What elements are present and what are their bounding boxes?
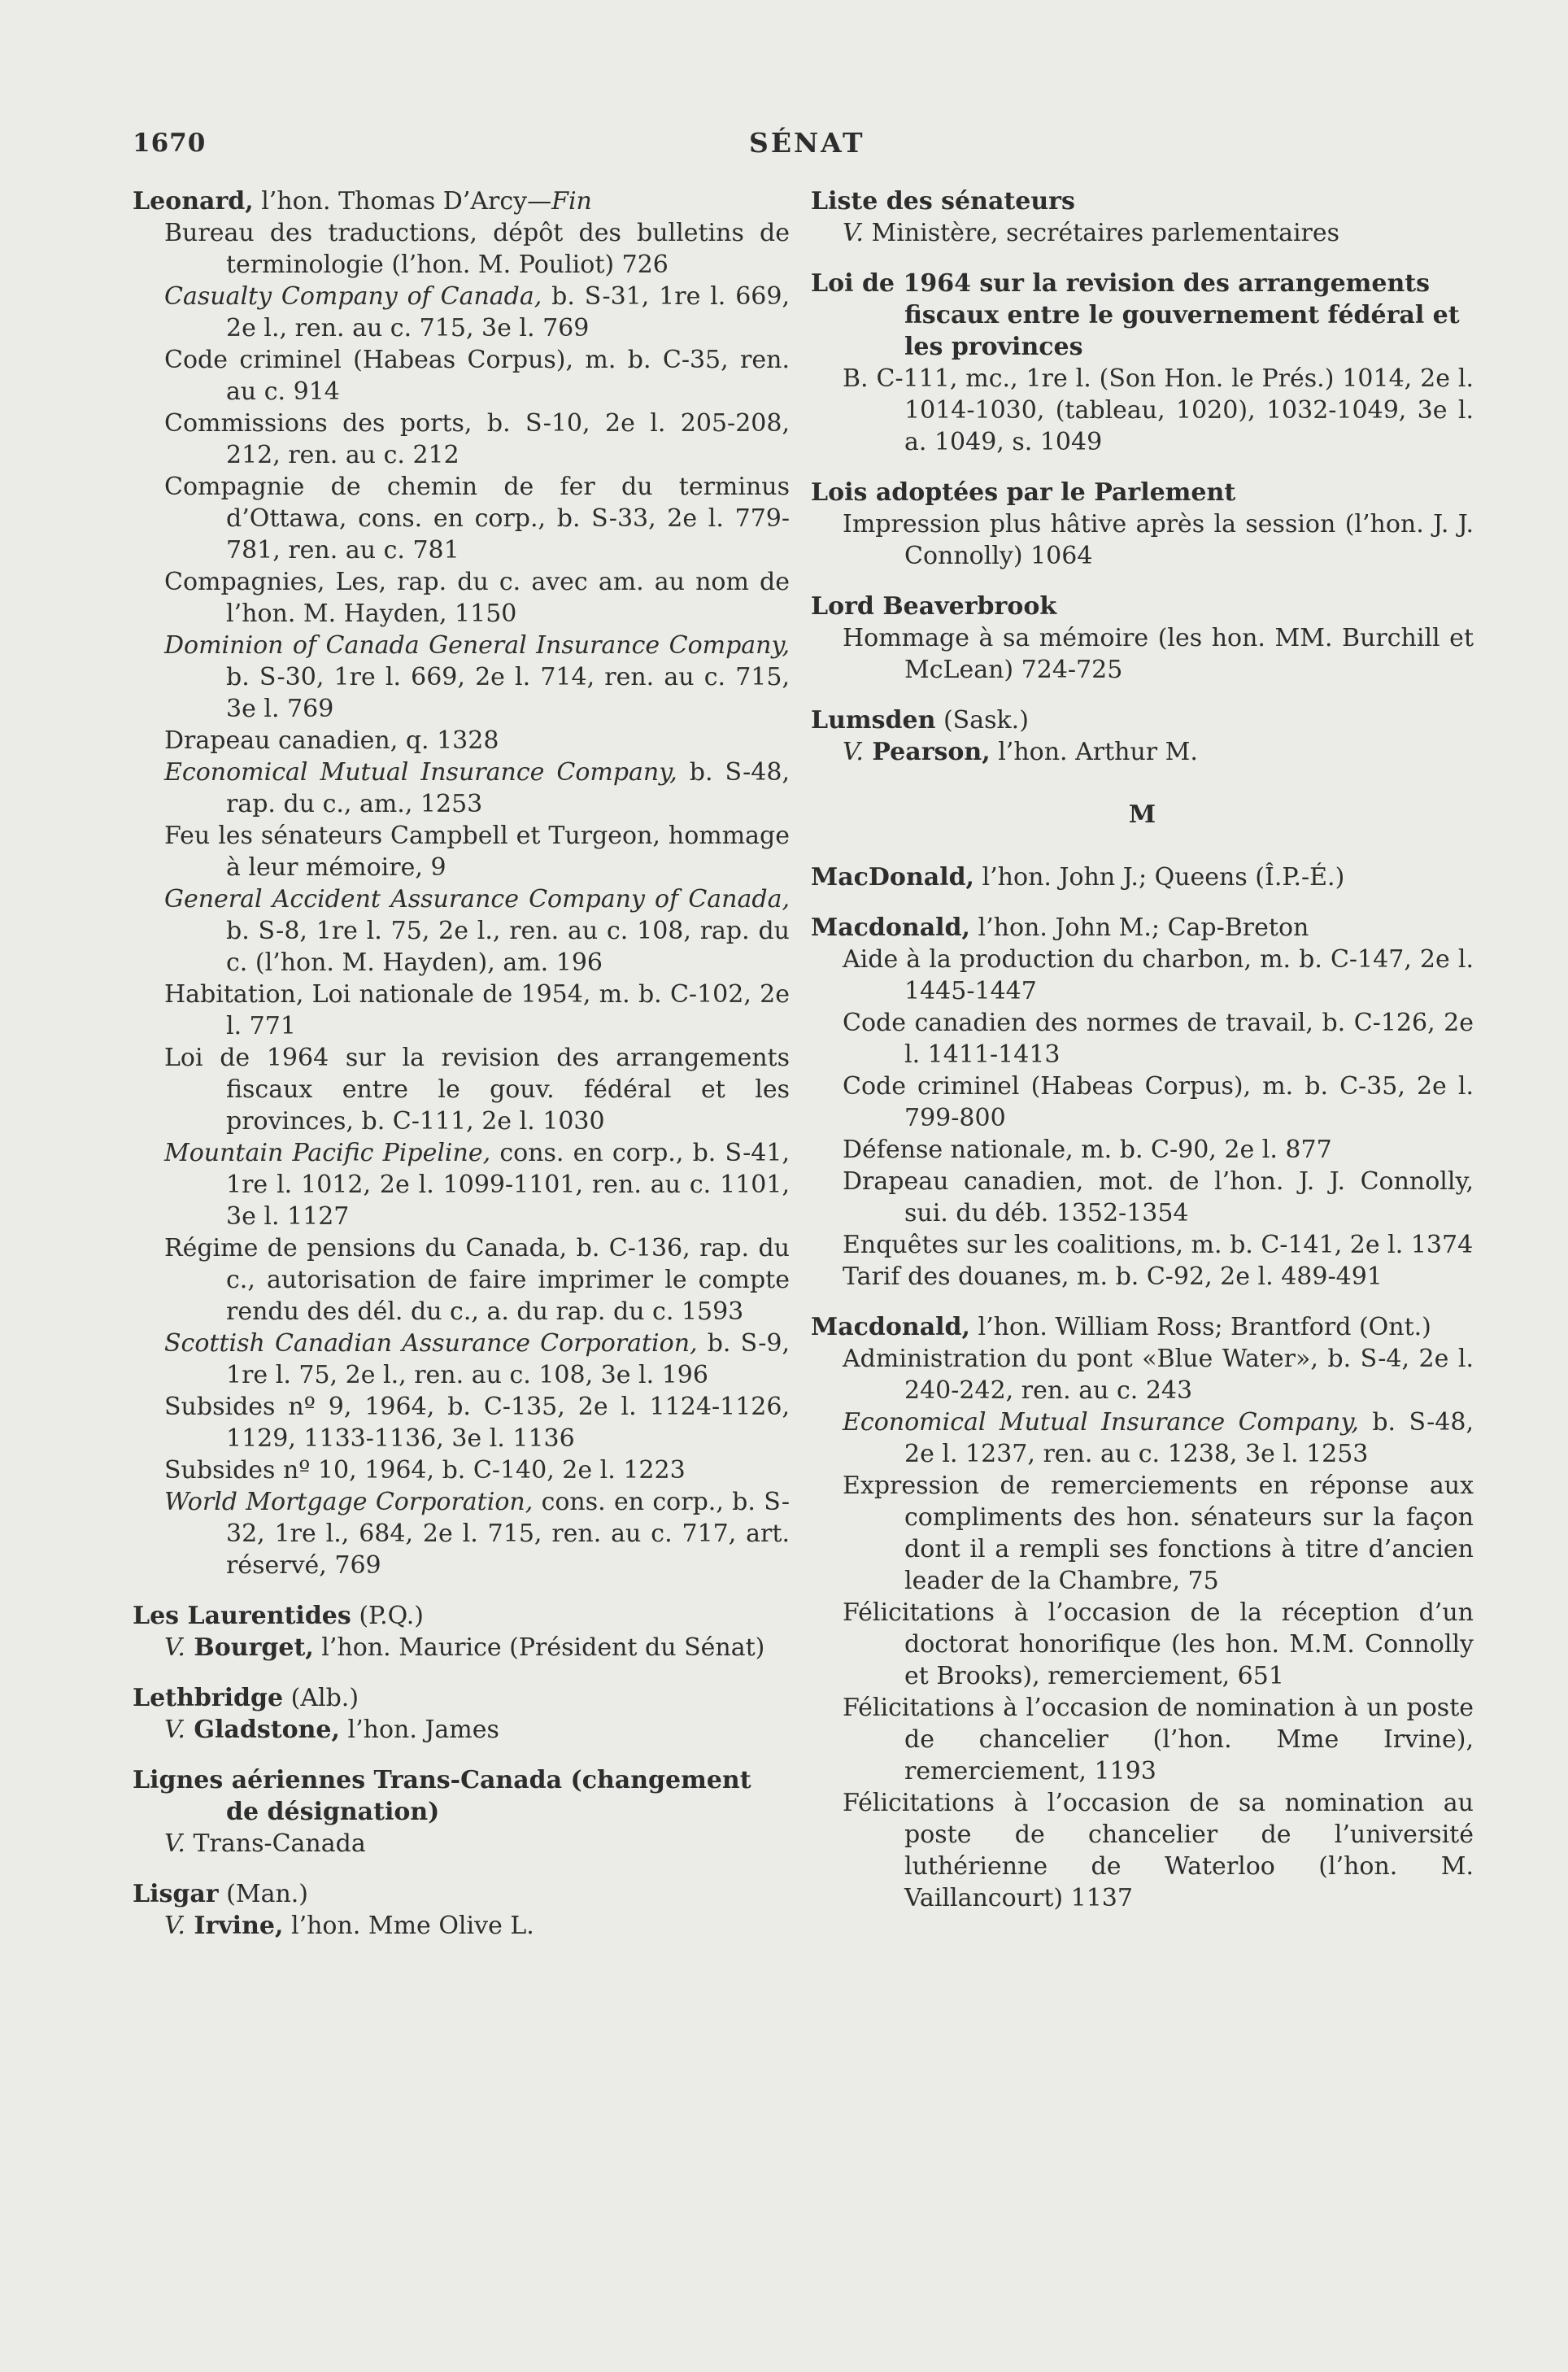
subentry-text: Code canadien des normes de travail, b. C-126, 2e l. 1411-1413	[843, 1009, 1474, 1069]
entry-heading-label: Leonard,	[133, 187, 254, 216]
subentry-text: Expression de remerciements en réponse aux compliments des hon. sénateurs sur la façon dont il a rempli ses fonctions à titre d’ancien leader de la Chambre, 75	[843, 1472, 1474, 1595]
entry-heading-label: Macdonald,	[811, 913, 970, 942]
subentry-bold: Irvine,	[185, 1912, 284, 1940]
subentry-italic: V.	[164, 1633, 185, 1662]
subentry-bold: Pearson,	[863, 738, 991, 766]
subentry	[133, 1042, 790, 1137]
entry-heading-label: Lethbridge	[133, 1684, 284, 1712]
subentry-italic: V.	[164, 1716, 185, 1744]
subentry	[811, 1597, 1474, 1692]
entry-heading	[133, 1682, 790, 1714]
entry-heading	[133, 1764, 790, 1828]
subentry-italic: V.	[843, 219, 864, 247]
subentry	[811, 944, 1474, 1007]
subentry	[133, 566, 790, 630]
entry-heading	[133, 185, 790, 217]
subentry	[811, 1166, 1474, 1229]
subentry-text: Code criminel (Habeas Corpus), m. b. C-35, ren. au c. 914	[164, 346, 790, 406]
subentry-italic: General Accident Assurance Company of Canada,	[164, 885, 790, 913]
subentry	[133, 471, 790, 566]
subentry-text: b. S-31, 1re l. 669, 2e l., ren. au c. 715, 3e l. 769	[226, 282, 790, 342]
subentry-text: cons. en corp., b. S-32, 1re l., 684, 2e l. 715, ren. au c. 717, art. réservé, 769	[226, 1488, 790, 1580]
subentry-text: b. S-48, 2e l. 1237, ren. au c. 1238, 3e l. 1253	[904, 1408, 1474, 1468]
subentry	[133, 281, 790, 344]
entry-heading-label: Loi de 1964 sur la revision des arrangements fiscaux entre le gouvernement fédéral et les provinces	[811, 269, 1460, 361]
entry-heading-label: Macdonald,	[811, 1313, 970, 1341]
index-entry	[811, 268, 1474, 458]
entry-heading-detail: l’hon. Thomas D’Arcy—	[253, 187, 552, 216]
subentry-text: Loi de 1964 sur la revision des arrangements fiscaux entre le gouv. fédéral et les provinces, b. C-111, 2e l. 1030	[164, 1044, 790, 1136]
subentry-text: b. S-9, 1re l. 75, 2e l., ren. au c. 108, 3e l. 196	[226, 1329, 790, 1389]
subentry-text: l’hon. Maurice (Président du Sénat)	[313, 1633, 765, 1662]
subentry-italic: Dominion of Canada General Insurance Company,	[164, 631, 790, 660]
subentry-italic: World Mortgage Corporation,	[164, 1488, 534, 1516]
subentry-text: Trans-Canada	[185, 1829, 366, 1858]
subentry-text: Enquêtes sur les coalitions, m. b. C-141, 2e l. 1374	[843, 1231, 1474, 1259]
index-entry	[811, 861, 1474, 893]
index-entry	[133, 1600, 790, 1663]
subentry	[811, 1261, 1474, 1293]
subentry-text: l’hon. Arthur M.	[990, 738, 1198, 766]
entry-heading-label: Lumsden	[811, 706, 936, 735]
page-number: 1670	[133, 129, 207, 158]
subentry	[811, 1007, 1474, 1070]
subentry	[133, 1910, 790, 1942]
entry-heading	[811, 185, 1474, 217]
subentry-text: Félicitations à l’occasion de la réception d’un doctorat honorifique (les hon. M.M. Connolly et Brooks), remerciement, 651	[843, 1598, 1474, 1690]
subentry-text: Habitation, Loi nationale de 1954, m. b. C-102, 2e l. 771	[164, 980, 790, 1040]
subentry	[811, 1343, 1474, 1406]
entry-heading	[811, 268, 1474, 363]
subentry-text: cons. en corp., b. S-41, 1re l. 1012, 2e l. 1099-1101, ren. au c. 1101, 3e l. 1127	[226, 1139, 791, 1231]
subentry	[133, 820, 790, 883]
subentry	[133, 630, 790, 725]
index-entry	[811, 912, 1474, 1293]
subentry-text: l’hon. Mme Olive L.	[283, 1912, 534, 1940]
index-entry	[811, 704, 1474, 768]
subentry	[133, 1232, 790, 1328]
entry-heading-detail: (Man.)	[218, 1880, 309, 1908]
entry-heading-label: Liste des sénateurs	[811, 187, 1075, 216]
subentry-italic: Scottish Canadian Assurance Corporation,	[164, 1329, 698, 1358]
subentry	[811, 363, 1474, 458]
subentry	[133, 217, 790, 281]
subentry	[133, 1486, 790, 1581]
subentry	[133, 1454, 790, 1486]
subentry-text: Tarif des douanes, m. b. C-92, 2e l. 489-491	[843, 1262, 1383, 1291]
subentry-text: B. C-111, mc., 1re l. (Son Hon. le Prés.) 1014, 2e l. 1014-1030, (tableau, 1020), 1032-1049, 3e l. a. 1049, s. 1049	[843, 364, 1474, 456]
index-entry	[133, 185, 790, 1581]
subentry	[133, 1328, 790, 1391]
index-entry	[133, 1682, 790, 1746]
subentry-italic: V.	[164, 1829, 185, 1858]
entry-heading	[811, 477, 1474, 508]
subentry-text: Code criminel (Habeas Corpus), m. b. C-35, 2e l. 799-800	[843, 1072, 1474, 1132]
subentry-italic: V.	[843, 738, 864, 766]
subentry	[811, 1070, 1474, 1134]
subentry	[811, 1470, 1474, 1597]
subentry-text: b. S-8, 1re l. 75, 2e l., ren. au c. 108, rap. du c. (l’hon. M. Hayden), am. 196	[226, 917, 790, 977]
subentry-italic: Economical Mutual Insurance Company,	[164, 758, 677, 787]
subentry-text: b. S-48, rap. du c., am., 1253	[226, 758, 790, 818]
entry-heading	[133, 1600, 790, 1632]
subentry-italic: Economical Mutual Insurance Company,	[843, 1408, 1359, 1437]
subentry-italic: V.	[164, 1912, 185, 1940]
entry-heading-detail: (Alb.)	[283, 1684, 359, 1712]
entry-heading-label: Lois adoptées par le Parlement	[811, 478, 1236, 507]
entry-heading-detail: (P.Q.)	[351, 1602, 425, 1630]
subentry-text: Compagnie de chemin de fer du terminus d’Ottawa, cons. en corp., b. S-33, 2e l. 779-781, ren. au c. 781	[164, 473, 790, 565]
entry-heading-italic: Fin	[551, 187, 592, 216]
subentry-text: Défense nationale, m. b. C-90, 2e l. 877	[843, 1136, 1332, 1164]
subentry	[811, 1787, 1474, 1914]
subentry-text: Régime de pensions du Canada, b. C-136, rap. du c., autorisation de faire imprimer le compte rendu des dél. du c., a. du rap. du c. 1593	[164, 1234, 790, 1326]
subentry	[133, 725, 790, 757]
subentry-text: Bureau des traductions, dépôt des bulletins de terminologie (l’hon. M. Pouliot) 726	[164, 219, 790, 279]
subentry-text: Drapeau canadien, mot. de l’hon. J. J. Connolly, sui. du déb. 1352-1354	[843, 1167, 1474, 1227]
subentry-text: Impression plus hâtive après la session (l’hon. J. J. Connolly) 1064	[843, 510, 1474, 570]
subentry-text: Subsides nº 10, 1964, b. C-140, 2e l. 1223	[164, 1456, 686, 1485]
subentry-text: b. S-30, 1re l. 669, 2e l. 714, ren. au c. 715, 3e l. 769	[226, 663, 790, 723]
entry-heading	[811, 591, 1474, 622]
entry-heading-label: Lignes aériennes Trans-Canada (changement de désignation)	[133, 1766, 751, 1826]
subentry	[133, 344, 790, 408]
left-column	[133, 185, 790, 1960]
subentry	[811, 508, 1474, 572]
entry-heading-detail: l’hon. John J.; Queens (Î.P.-É.)	[974, 863, 1345, 892]
subentry-text: Administration du pont «Blue Water», b. S-4, 2e l. 240-242, ren. au c. 243	[843, 1345, 1474, 1405]
subentry-text: Drapeau canadien, q. 1328	[164, 726, 499, 755]
index-entry	[133, 1764, 790, 1860]
subentry	[811, 1229, 1474, 1261]
subentry	[133, 1391, 790, 1454]
subentry	[811, 217, 1474, 249]
entry-heading-detail: (Sask.)	[935, 706, 1029, 735]
entry-heading	[133, 1878, 790, 1910]
subentry-text: Compagnies, Les, rap. du c. avec am. au nom de l’hon. M. Hayden, 1150	[164, 568, 790, 628]
subentry-text: l’hon. James	[339, 1716, 499, 1744]
subentry-text: Félicitations à l’occasion de sa nomination au poste de chancelier de l’université luthérienne de Waterloo (l’hon. M. Vaillancourt) 1137	[843, 1789, 1474, 1912]
subentry-text: Feu les sénateurs Campbell et Turgeon, hommage à leur mémoire, 9	[164, 822, 790, 882]
subentry	[133, 1714, 790, 1746]
subentry	[133, 1632, 790, 1663]
subentry	[811, 736, 1474, 768]
subentry	[133, 1137, 790, 1232]
entry-heading	[811, 912, 1474, 944]
subentry-text: Subsides nº 9, 1964, b. C-135, 2e l. 1124-1126, 1129, 1133-1136, 3e l. 1136	[164, 1393, 790, 1453]
subentry-text: Commissions des ports, b. S-10, 2e l. 205-208, 212, ren. au c. 212	[164, 409, 790, 469]
entry-heading-detail: l’hon. William Ross; Brantford (Ont.)	[969, 1313, 1431, 1341]
subentry	[811, 1692, 1474, 1787]
subentry-bold: Bourget,	[185, 1633, 314, 1662]
entry-heading	[811, 861, 1474, 893]
subentry	[133, 1828, 790, 1860]
subentry	[133, 408, 790, 471]
entry-heading-label: Lisgar	[133, 1880, 219, 1908]
subentry-text: Félicitations à l’occasion de nomination à un poste de chancelier (l’hon. Mme Irvine), remerciement, 1193	[843, 1694, 1474, 1786]
index-entry	[811, 591, 1474, 686]
entry-heading-label: Les Laurentides	[133, 1602, 351, 1630]
right-column	[811, 185, 1474, 1933]
entry-heading-label: Lord Beaverbrook	[811, 592, 1057, 621]
subentry	[133, 757, 790, 820]
entry-heading-label: MacDonald,	[811, 863, 975, 892]
subentry-italic: Casualty Company of Canada,	[164, 282, 542, 311]
entry-heading	[811, 1311, 1474, 1343]
subentry	[811, 1406, 1474, 1470]
index-entry	[133, 1878, 790, 1942]
index-entry	[811, 477, 1474, 572]
subentry	[133, 883, 790, 979]
subentry-text: Aide à la production du charbon, m. b. C-147, 2e l. 1445-1447	[843, 945, 1474, 1005]
index-entry	[811, 1311, 1474, 1914]
running-head: SÉNAT	[749, 127, 865, 159]
section-letter: M	[1128, 800, 1156, 829]
subentry	[811, 1134, 1474, 1166]
subentry	[811, 622, 1474, 686]
subentry-text: Ministère, secrétaires parlementaires	[863, 219, 1340, 247]
entry-heading-detail: l’hon. John M.; Cap-Breton	[969, 913, 1309, 942]
subentry-text: Hommage à sa mémoire (les hon. MM. Burchill et McLean) 724-725	[843, 624, 1474, 684]
subentry-italic: Mountain Pacific Pipeline,	[164, 1139, 491, 1167]
entry-heading	[811, 704, 1474, 736]
subentry	[133, 979, 790, 1042]
subentry-bold: Gladstone,	[185, 1716, 340, 1744]
index-entry	[811, 185, 1474, 249]
